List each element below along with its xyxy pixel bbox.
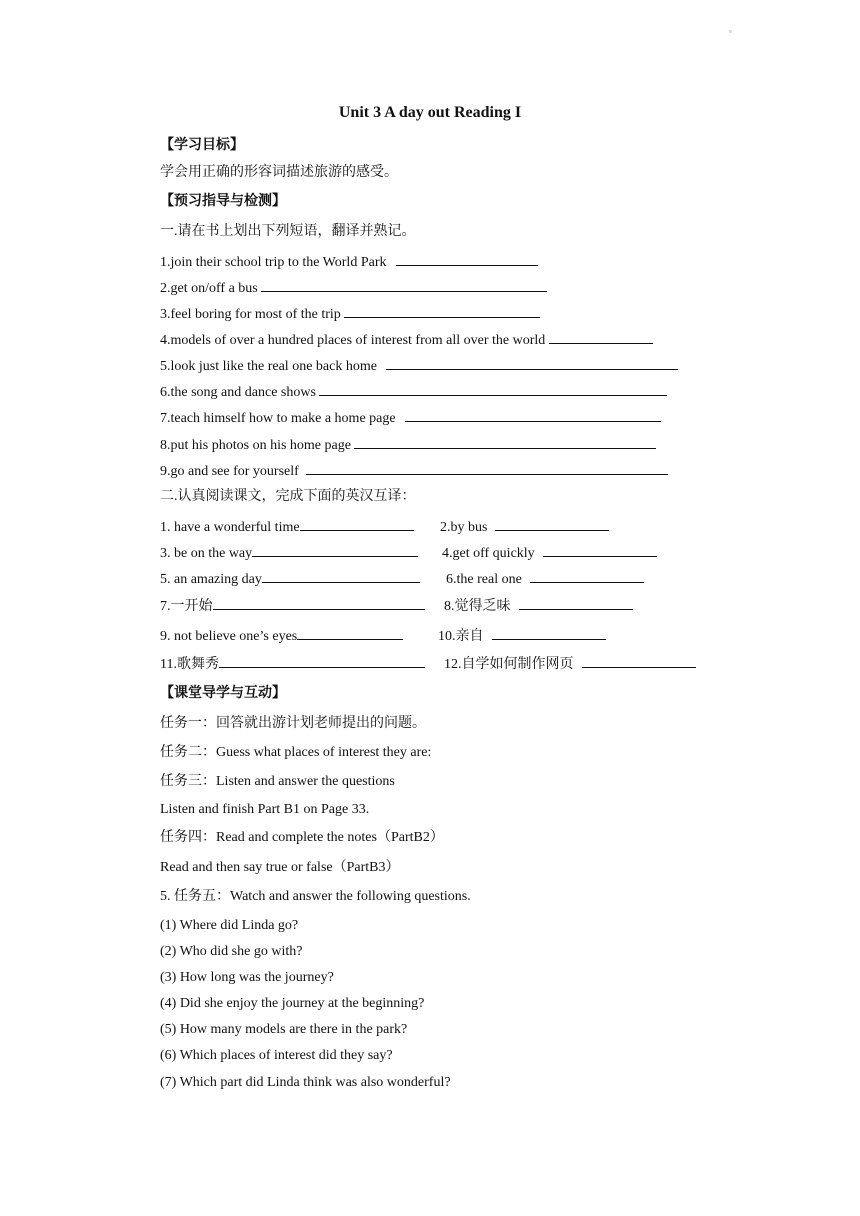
task-line: Read and then say true or false（PartB3） — [160, 860, 400, 875]
phrase-text: 9.go and see for yourself — [160, 464, 299, 479]
question-line: (3) How long was the journey? — [160, 970, 334, 985]
task-line: 任务四：Read and complete the notes（PartB2） — [160, 830, 444, 845]
task-line: Listen and finish Part B1 on Page 33. — [160, 802, 370, 817]
task-line: 任务二：Guess what places of interest they are: — [160, 745, 432, 760]
class-heading: 【课堂导学与互动】 — [160, 686, 286, 701]
phrase-line — [160, 460, 668, 482]
phrase-line — [160, 407, 661, 429]
question-line: (2) Who did she go with? — [160, 944, 303, 959]
phrase-text: 7.teach himself how to make a home page — [160, 411, 396, 426]
phrase-text: 3.feel boring for most of the trip — [160, 307, 341, 322]
answer-blank[interactable] — [396, 251, 538, 266]
vocab-row — [160, 625, 484, 647]
answer-blank[interactable] — [549, 329, 653, 344]
answer-blank[interactable] — [219, 653, 425, 668]
answer-blank[interactable] — [354, 434, 656, 449]
phrase-line — [160, 251, 538, 273]
answer-blank[interactable] — [213, 595, 425, 610]
vocab-item: 3. be on the way — [160, 546, 253, 561]
vocab-item: 11.歌舞秀 — [160, 657, 219, 672]
phrase-line — [160, 434, 656, 456]
answer-blank[interactable] — [519, 595, 633, 610]
answer-blank[interactable] — [262, 568, 420, 583]
answer-blank[interactable] — [297, 625, 403, 640]
answer-blank[interactable] — [492, 625, 606, 640]
phrase-line — [160, 381, 667, 403]
phrase-text: 6.the song and dance shows — [160, 385, 316, 400]
answer-blank[interactable] — [543, 542, 657, 557]
answer-blank[interactable] — [530, 568, 644, 583]
vocab-item: 5. an amazing day — [160, 572, 262, 587]
vocab-item: 7.一开始 — [160, 599, 213, 614]
phrase-line — [160, 329, 653, 351]
part2-instruction: 二.认真阅读课文，完成下面的英汉互译： — [160, 489, 416, 504]
phrase-text: 5.look just like the real one back home — [160, 359, 377, 374]
answer-blank[interactable] — [300, 516, 414, 531]
phrase-text: 4.models of over a hundred places of interest from all over the world — [160, 333, 546, 348]
task-line: 5. 任务五：Watch and answer the following questions. — [160, 889, 471, 904]
vocab-item: 12.自学如何制作网页 — [444, 657, 574, 672]
answer-blank[interactable] — [386, 355, 678, 370]
answer-blank[interactable] — [306, 460, 668, 475]
vocab-item: 1. have a wonderful time — [160, 520, 300, 535]
answer-blank[interactable] — [582, 653, 696, 668]
phrase-text: 2.get on/off a bus — [160, 281, 258, 296]
vocab-row — [160, 568, 522, 590]
question-line: (7) Which part did Linda think was also wonderful? — [160, 1075, 451, 1090]
vocab-item: 4.get off quickly — [442, 546, 535, 561]
page-corner-mark — [729, 30, 732, 33]
part1-instruction: 一.请在书上划出下列短语，翻译并熟记。 — [160, 224, 416, 239]
page-title: Unit 3 A day out Reading I — [338, 104, 522, 121]
question-line: (6) Which places of interest did they say? — [160, 1048, 393, 1063]
task-line: 任务一：回答就出游计划老师提出的问题。 — [160, 716, 426, 731]
vocab-row — [160, 653, 574, 675]
vocab-row — [160, 595, 511, 617]
question-line: (5) How many models are there in the park? — [160, 1022, 408, 1037]
vocab-item: 8.觉得乏味 — [444, 599, 511, 614]
vocab-item: 10.亲自 — [438, 629, 484, 644]
vocab-item: 6.the real one — [446, 572, 522, 587]
vocab-row — [160, 516, 488, 538]
answer-blank[interactable] — [495, 516, 609, 531]
objectives-heading: 【学习目标】 — [160, 138, 244, 153]
objectives-text: 学会用正确的形容词描述旅游的感受。 — [160, 165, 398, 180]
answer-blank[interactable] — [405, 407, 661, 422]
phrase-text: 8.put his photos on his home page — [160, 438, 351, 453]
phrase-line — [160, 277, 547, 299]
task-line: 任务三：Listen and answer the questions — [160, 774, 395, 789]
answer-blank[interactable] — [252, 542, 418, 557]
phrase-line — [160, 303, 540, 325]
answer-blank[interactable] — [319, 381, 667, 396]
answer-blank[interactable] — [261, 277, 547, 292]
vocab-item: 2.by bus — [440, 520, 488, 535]
question-line: (1) Where did Linda go? — [160, 918, 299, 933]
vocab-row — [160, 542, 535, 564]
phrase-line — [160, 355, 678, 377]
question-line: (4) Did she enjoy the journey at the beginning? — [160, 996, 425, 1011]
answer-blank[interactable] — [344, 303, 540, 318]
phrase-text: 1.join their school trip to the World Park — [160, 255, 387, 270]
preview-heading: 【预习指导与检测】 — [160, 194, 286, 209]
vocab-item: 9. not believe one’s eyes — [160, 629, 298, 644]
